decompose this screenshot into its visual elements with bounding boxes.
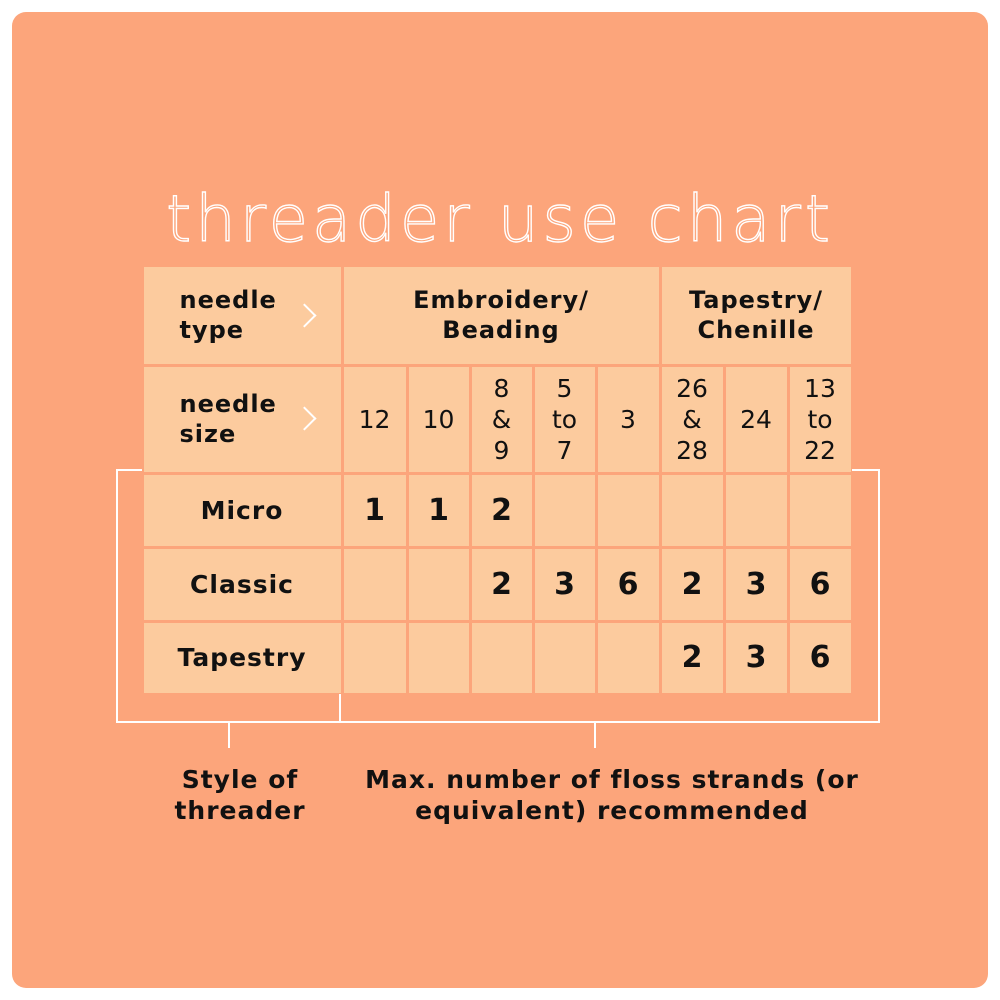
strand-value-cell	[409, 549, 469, 620]
group-embroidery-beading-text: Embroidery/ Beading	[413, 286, 589, 344]
strand-value-cell	[472, 549, 532, 620]
needle-size-cell	[472, 367, 532, 472]
strand-value-cell	[726, 623, 787, 693]
needle-size-cell	[662, 367, 723, 472]
threader-style-label-text: Classic	[190, 569, 294, 599]
strand-value-cell-text: 1	[364, 492, 385, 528]
style-of-threader-note: Style of threader	[174, 765, 306, 825]
strand-value-cell	[344, 549, 406, 620]
strand-value-cell	[790, 475, 851, 546]
strand-value-cell	[535, 475, 595, 546]
needle-size-cell	[726, 367, 787, 472]
strand-value-cell-text: 2	[681, 640, 703, 675]
strand-value-cell-text: 6	[809, 566, 831, 602]
strand-value-cell-text: 1	[428, 492, 449, 528]
strand-value-cell	[598, 549, 659, 620]
needle-size-cell-text: 3	[620, 404, 636, 434]
needle-size-cell-text: 26 & 28	[676, 373, 708, 465]
chart-card	[12, 12, 988, 988]
needle-size-cell-text: 10	[422, 404, 455, 434]
strand-value-cell-text: 3	[554, 566, 575, 602]
strand-value-cell-text: 3	[745, 640, 767, 675]
strand-value-cell-text: 6	[809, 640, 831, 675]
strand-value-cell	[472, 623, 532, 693]
strand-value-cell	[409, 475, 469, 546]
bracket-divider	[339, 694, 341, 722]
strand-value-cell	[790, 549, 851, 620]
needle-size-cell-text: 12	[358, 404, 391, 434]
strand-value-cell-text: 2	[491, 566, 512, 602]
threader-style-label-text: Micro	[200, 495, 284, 525]
strand-value-cell-text: 2	[681, 566, 703, 602]
strand-value-cell-text: 3	[745, 566, 767, 602]
group-tapestry-chenille-text: Tapestry/ Chenille	[689, 286, 823, 344]
bracket-left-top	[116, 469, 142, 471]
chart-title: threader use chart	[166, 183, 834, 257]
strand-value-cell	[344, 475, 406, 546]
bracket-right-top	[852, 469, 880, 471]
strand-value-cell	[662, 623, 723, 693]
threader-style-label	[144, 549, 341, 620]
needle-size-cell	[790, 367, 851, 472]
needle-size-cell	[344, 367, 406, 472]
group-embroidery-beading	[344, 267, 659, 364]
threader-style-label	[144, 623, 341, 693]
bracket-bottom	[116, 721, 880, 723]
max-strands-note: Max. number of floss strands (or equivalent) recommended	[365, 765, 859, 825]
needle-size-cell-text: 8 & 9	[491, 373, 512, 465]
needle-size-cell	[598, 367, 659, 472]
strand-value-cell-text: 2	[491, 492, 512, 528]
bracket-left-side	[116, 469, 118, 723]
threader-style-label	[144, 475, 341, 546]
strand-value-cell	[662, 475, 723, 546]
bracket-left-tick	[228, 722, 230, 748]
needle-type-label-text: needle type	[179, 286, 277, 344]
strand-value-cell	[662, 549, 723, 620]
needle-size-cell-text: 13 to 22	[804, 373, 836, 465]
strand-value-cell	[472, 475, 532, 546]
strand-value-cell-text: 6	[617, 566, 639, 602]
needle-size-label-text: needle size	[179, 390, 277, 448]
needle-size-cell-text: 24	[740, 404, 772, 434]
strand-value-cell	[409, 623, 469, 693]
strand-value-cell	[790, 623, 851, 693]
strand-value-cell	[535, 549, 595, 620]
needle-size-cell	[409, 367, 469, 472]
threader-style-label-text: Tapestry	[177, 643, 307, 672]
group-tapestry-chenille	[662, 267, 851, 364]
strand-value-cell	[726, 549, 787, 620]
strand-value-cell	[535, 623, 595, 693]
bracket-right-side	[878, 469, 880, 723]
strand-value-cell	[598, 475, 659, 546]
bracket-right-tick	[594, 722, 596, 748]
strand-value-cell	[726, 475, 787, 546]
strand-value-cell	[344, 623, 406, 693]
needle-size-cell	[535, 367, 595, 472]
strand-value-cell	[598, 623, 659, 693]
needle-size-cell-text: 5 to 7	[551, 373, 578, 465]
